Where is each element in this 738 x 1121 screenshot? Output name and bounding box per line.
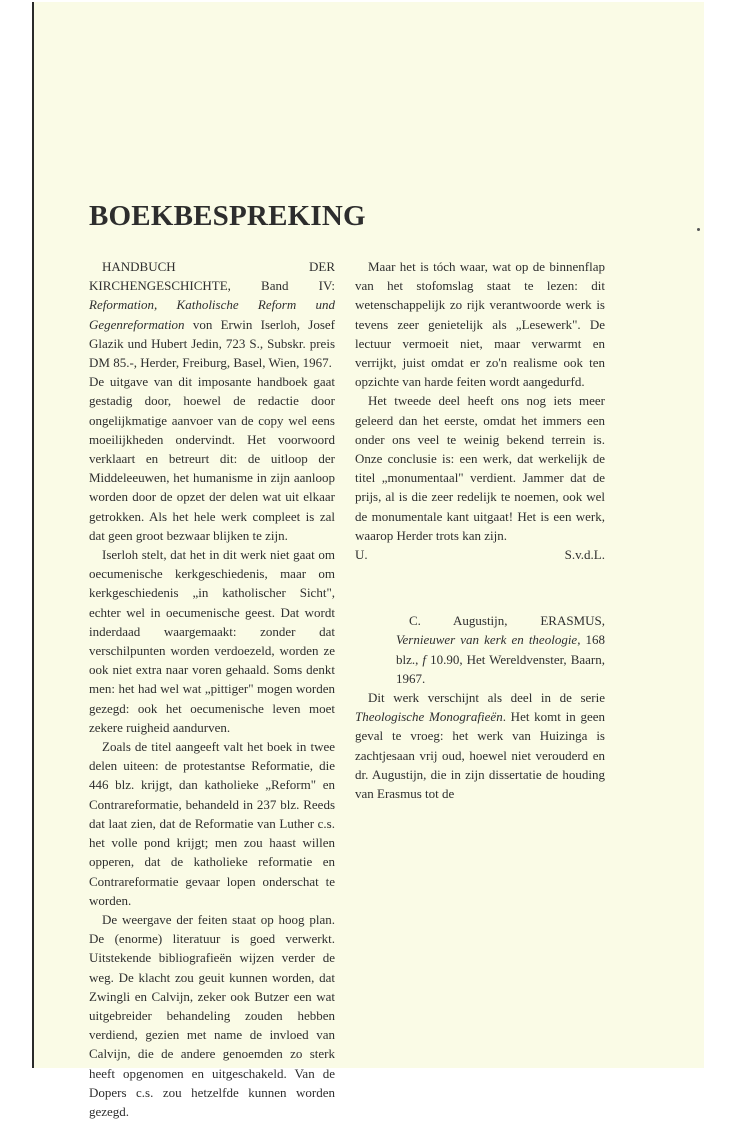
- review2-paragraph-1: Dit werk verschijnt als deel in de serie Theologische Monografieën. Het komt in geen geval te vroeg: het werk van Huizinga is zachtjesaan vrij oud, hoewel niet verouderd en dr. Augustijn, die in zijn dissertatie de houding van Erasmus tot de: [355, 690, 605, 802]
- signature-author: S.v.d.L.: [564, 547, 605, 563]
- left-column: [89, 257, 335, 1121]
- right-column: [355, 257, 605, 803]
- review1-paragraph-6: Het tweede deel heeft ons nog iets meer geleerd dan het eerste, omdat het immers een onder ons veel te weinig bekend terrein is. Onze conclusie is: een werk, dat werkelijk de titel „monumentaal" verdient. Jammer dat de prijs, al is die zeer redelijk te noemen, ook wel de monumentale kant uitgaat! Het is een werk, waarop Herder trots kan zijn.: [355, 393, 605, 543]
- review1-paragraph-1: De uitgave van dit imposante handboek gaat gestadig door, hoewel de redactie door ongelijkmatige aanvoer van de copy wel eens moeilijkheden ondervindt. Het voorwoord verklaart en betreurt dit: de uitloop der Middeleeuwen, het humanisme in zijn aanloop worden door de opzet der delen wat uit elkaar getrokken. Als het hele werk compleet is zal dat geen groot bezwaar blijken te zijn.: [89, 374, 335, 543]
- page-heading: BOEKBESPREKING: [89, 200, 366, 232]
- review1-paragraph-2: Iserloh stelt, dat het in dit werk niet gaat om oecumenische kerkgeschiedenis, maar om kerkgeschiedenis „in katholischer Sicht", echter wel in oecumenische geest. Dat wordt inderdaad waargemaakt: zonder dat verschilpunten worden verdoezeld, worden ze ook niet extra naar voren gehaald. Soms denkt men: het had wel wat „pittiger" mogen worden gezegd: ook het oecumenische leven moet zekere ruigheid aandurven.: [89, 547, 335, 735]
- review1-paragraph-3: Zoals de titel aangeeft valt het boek in twee delen uiteen: de protestantse Reformatie, die 446 blz. krijgt, dan katholieke „Reform" en Contrareformatie, behandeld in 237 blz. Reeds dat laat zien, dat de Reformatie van Luther c.s. het volle pond krijgt; men zou haast willen opperen, dat de katholieke reformatie en Contrareformatie gevaar lopen onderschat te worden.: [89, 739, 335, 908]
- review1-signature: [355, 545, 605, 564]
- book-citation-2: C. Augustijn, ERASMUS, Vernieuwer van kerk en theologie, 168 blz., f 10.90, Het Wereldvenster, Baarn, 1967.: [396, 613, 606, 686]
- signature-initial: U.: [355, 547, 368, 563]
- review1-paragraph-4: De weergave der feiten staat op hoog plan. De (enorme) literatuur is goed verwerkt. Uitstekende bibliografieën wijzen verder de weg. De klacht zou geuit kunnen worden, dat Zwingli en Calvijn, zeker ook Butzer een wat uitgebreider behandeling zouden hebben verdiend, gezien met name de invloed van Calvijn, die de andere genoemden zo sterk heeft opgenomen en uitgeschakeld. Van de Dopers c.s. zou hetzelfde kunnen worden gezegd.: [89, 911, 335, 1119]
- ink-speck: [697, 228, 700, 231]
- book-citation-1: HANDBUCH DER KIRCHENGESCHICHTE, Band IV: Reformation, Katholische Reform und Gegenreformation von Erwin Iserloh, Josef Glazik und Hubert Jedin, 723 S., Subskr. preis DM 85.-, Herder, Freiburg, Basel, Wien, 1967.: [89, 259, 335, 371]
- review1-paragraph-5: Maar het is tóch waar, wat op de binnenflap van het stofomslag staat te lezen: dit wetenschappelijk zo rijk verantwoorde werk is tevens zeer genietelijk als „Lesewerk". De lectuur vermoeit niet, maar verwarmt en verrijkt, juist omdat er zo'n realisme ook ten opzichte van harde feiten wordt aangedurfd.: [355, 259, 605, 390]
